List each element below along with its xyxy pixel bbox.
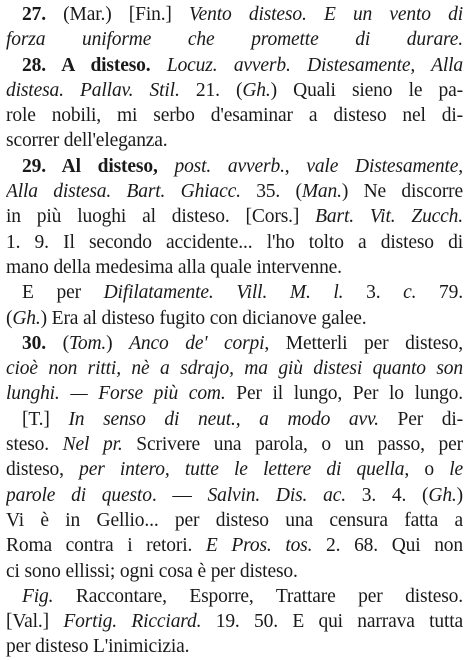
text-run: [T.] [22,408,69,430]
text-run: scorrer dell'eleganza. [6,130,168,152]
entry-line [6,584,463,609]
dictionary-entry [6,584,463,660]
italic-text: Tom. [68,332,107,354]
italic-text: le [449,459,463,481]
text-run [150,55,166,76]
entry-headword: 29. Al disteso, [22,155,158,177]
dictionary-entry [6,280,463,331]
entry-line [6,457,463,482]
text-run: . — [151,484,208,506]
text-run: 21. ( [179,79,243,101]
text-run: ci sono ellissi; ogni cosa è per disteso. [6,560,298,582]
italic-text: per intero, tutte le lettere di quella [79,459,405,481]
italic-text: Gh. [12,307,41,329]
italic-text: vale Distesamente, [306,155,463,177]
entry-line [6,204,463,229]
text-run: , Metterli per disteso, [264,332,463,354]
text-run: Raccontare, Esporre, Trattare per disteso. [53,585,463,607]
text-run: 1. 9. Il secondo accidente... l'ho tolto a disteso di [6,231,463,253]
entry-line [6,27,463,52]
entry-line [6,306,463,331]
text-run: role nobili, mi serbo d'esaminar a disteso nel di- [6,105,463,127]
dictionary-entry [6,331,463,407]
text-run: ) Quali sieno le pa- [270,79,463,101]
text-run: Vi è in Gellio... per disteso una censura fatta a [6,509,463,531]
text-run: (Mar.) [Fin.] [45,4,190,25]
entry-line [6,53,463,78]
text-run: Per il lungo, Per lo lungo. [225,383,463,405]
italic-text: Alla distesa. Bart. Ghiacc. [6,181,241,203]
entry-line [6,432,463,457]
entry-line [6,381,463,406]
entry-line [6,533,463,558]
text-run: 19. 50. E qui narrava tutta [201,611,463,633]
text-run: , o [404,459,450,481]
entry-line [6,103,463,128]
text-run: Roma contra i retori. [6,535,206,557]
text-run: ( [6,307,13,329]
entry-line [6,280,463,305]
text-run: 2. 68. Qui non [312,535,463,557]
dictionary-entry [6,2,463,53]
italic-text: parole di questo [6,484,152,506]
entry-line [6,230,463,255]
text-run: disteso, [6,459,80,481]
text-run: E per [22,282,104,304]
entry-headword: 30. [22,332,46,354]
text-run: Scrivere una parola, o un passo, per [122,434,463,456]
entry-line [6,356,463,381]
italic-text: In senso di neut., a modo avv. [68,408,379,430]
italic-text: post. avverb. [174,155,285,177]
italic-text: Locuz. avverb. Distesamente, Alla [166,54,463,76]
text-run: , [284,155,307,177]
italic-text: forza uniforme che promette di durare. [6,29,463,51]
text-run: ( [45,332,69,354]
entry-line [6,255,463,280]
italic-text: Difilatamente. Vill. M. l. [103,282,344,304]
text-run: 3. 4. ( [345,484,429,506]
italic-text: Gh. [428,484,457,506]
entries-column [6,2,463,660]
entry-line [6,2,463,27]
italic-text: Fortig. Ricciard. [63,611,202,633]
text-run: ) Ne discorre [341,181,463,203]
italic-text: c. [403,282,417,304]
text-run: 3. [343,282,404,304]
dictionary-entry [6,53,463,154]
text-run: mano della medesima alla quale intervenne. [6,256,342,278]
entry-line [6,179,463,204]
dictionary-entry [6,407,463,584]
italic-text: Fig. [22,585,54,607]
text-run [158,156,175,177]
entry-line [6,331,463,356]
italic-text: Anco de' corpi [129,332,265,354]
entry-line [6,508,463,533]
italic-text: Salvin. Dis. ac. [207,484,346,506]
text-run: 79. [416,282,463,304]
italic-text: cioè non ritti, nè a sdrajo, ma giù distesi quanto son [6,358,463,380]
text-run: steso. [6,434,63,456]
text-run: ) Era al disteso fugito con dicianove galee. [40,307,367,329]
italic-text: Bart. Vit. Zucch. [315,206,463,228]
entry-line [6,483,463,508]
italic-text: E Pros. tos. [205,535,313,557]
entry-line [6,559,463,584]
italic-text: Vento disteso. E un vento di [189,4,463,25]
entry-line [6,78,463,103]
entry-line [6,609,463,634]
entry-line [6,634,463,659]
dictionary-entry [6,154,463,280]
text-run: [Val.] [6,611,64,633]
text-run: ) [456,484,463,506]
text-run: in più luoghi al disteso. [Cors.] [6,206,316,228]
text-run: Per di- [378,408,463,430]
entry-line [6,154,463,179]
italic-text: Man. [301,181,342,203]
entry-headword: 27. [22,4,46,25]
entry-headword: 28. A disteso. [22,54,151,76]
italic-text: Gh. [242,79,271,101]
text-run: 35. ( [240,181,302,203]
text-run: per disteso L'inimicizia. [6,636,190,658]
entry-line [6,128,463,153]
italic-text: lunghi. — Forse più com. [6,383,226,405]
entry-line [6,407,463,432]
italic-text: Nel pr. [62,434,123,456]
italic-text: distesa. Pallav. Stil. [6,79,180,101]
text-run: ) [106,332,130,354]
